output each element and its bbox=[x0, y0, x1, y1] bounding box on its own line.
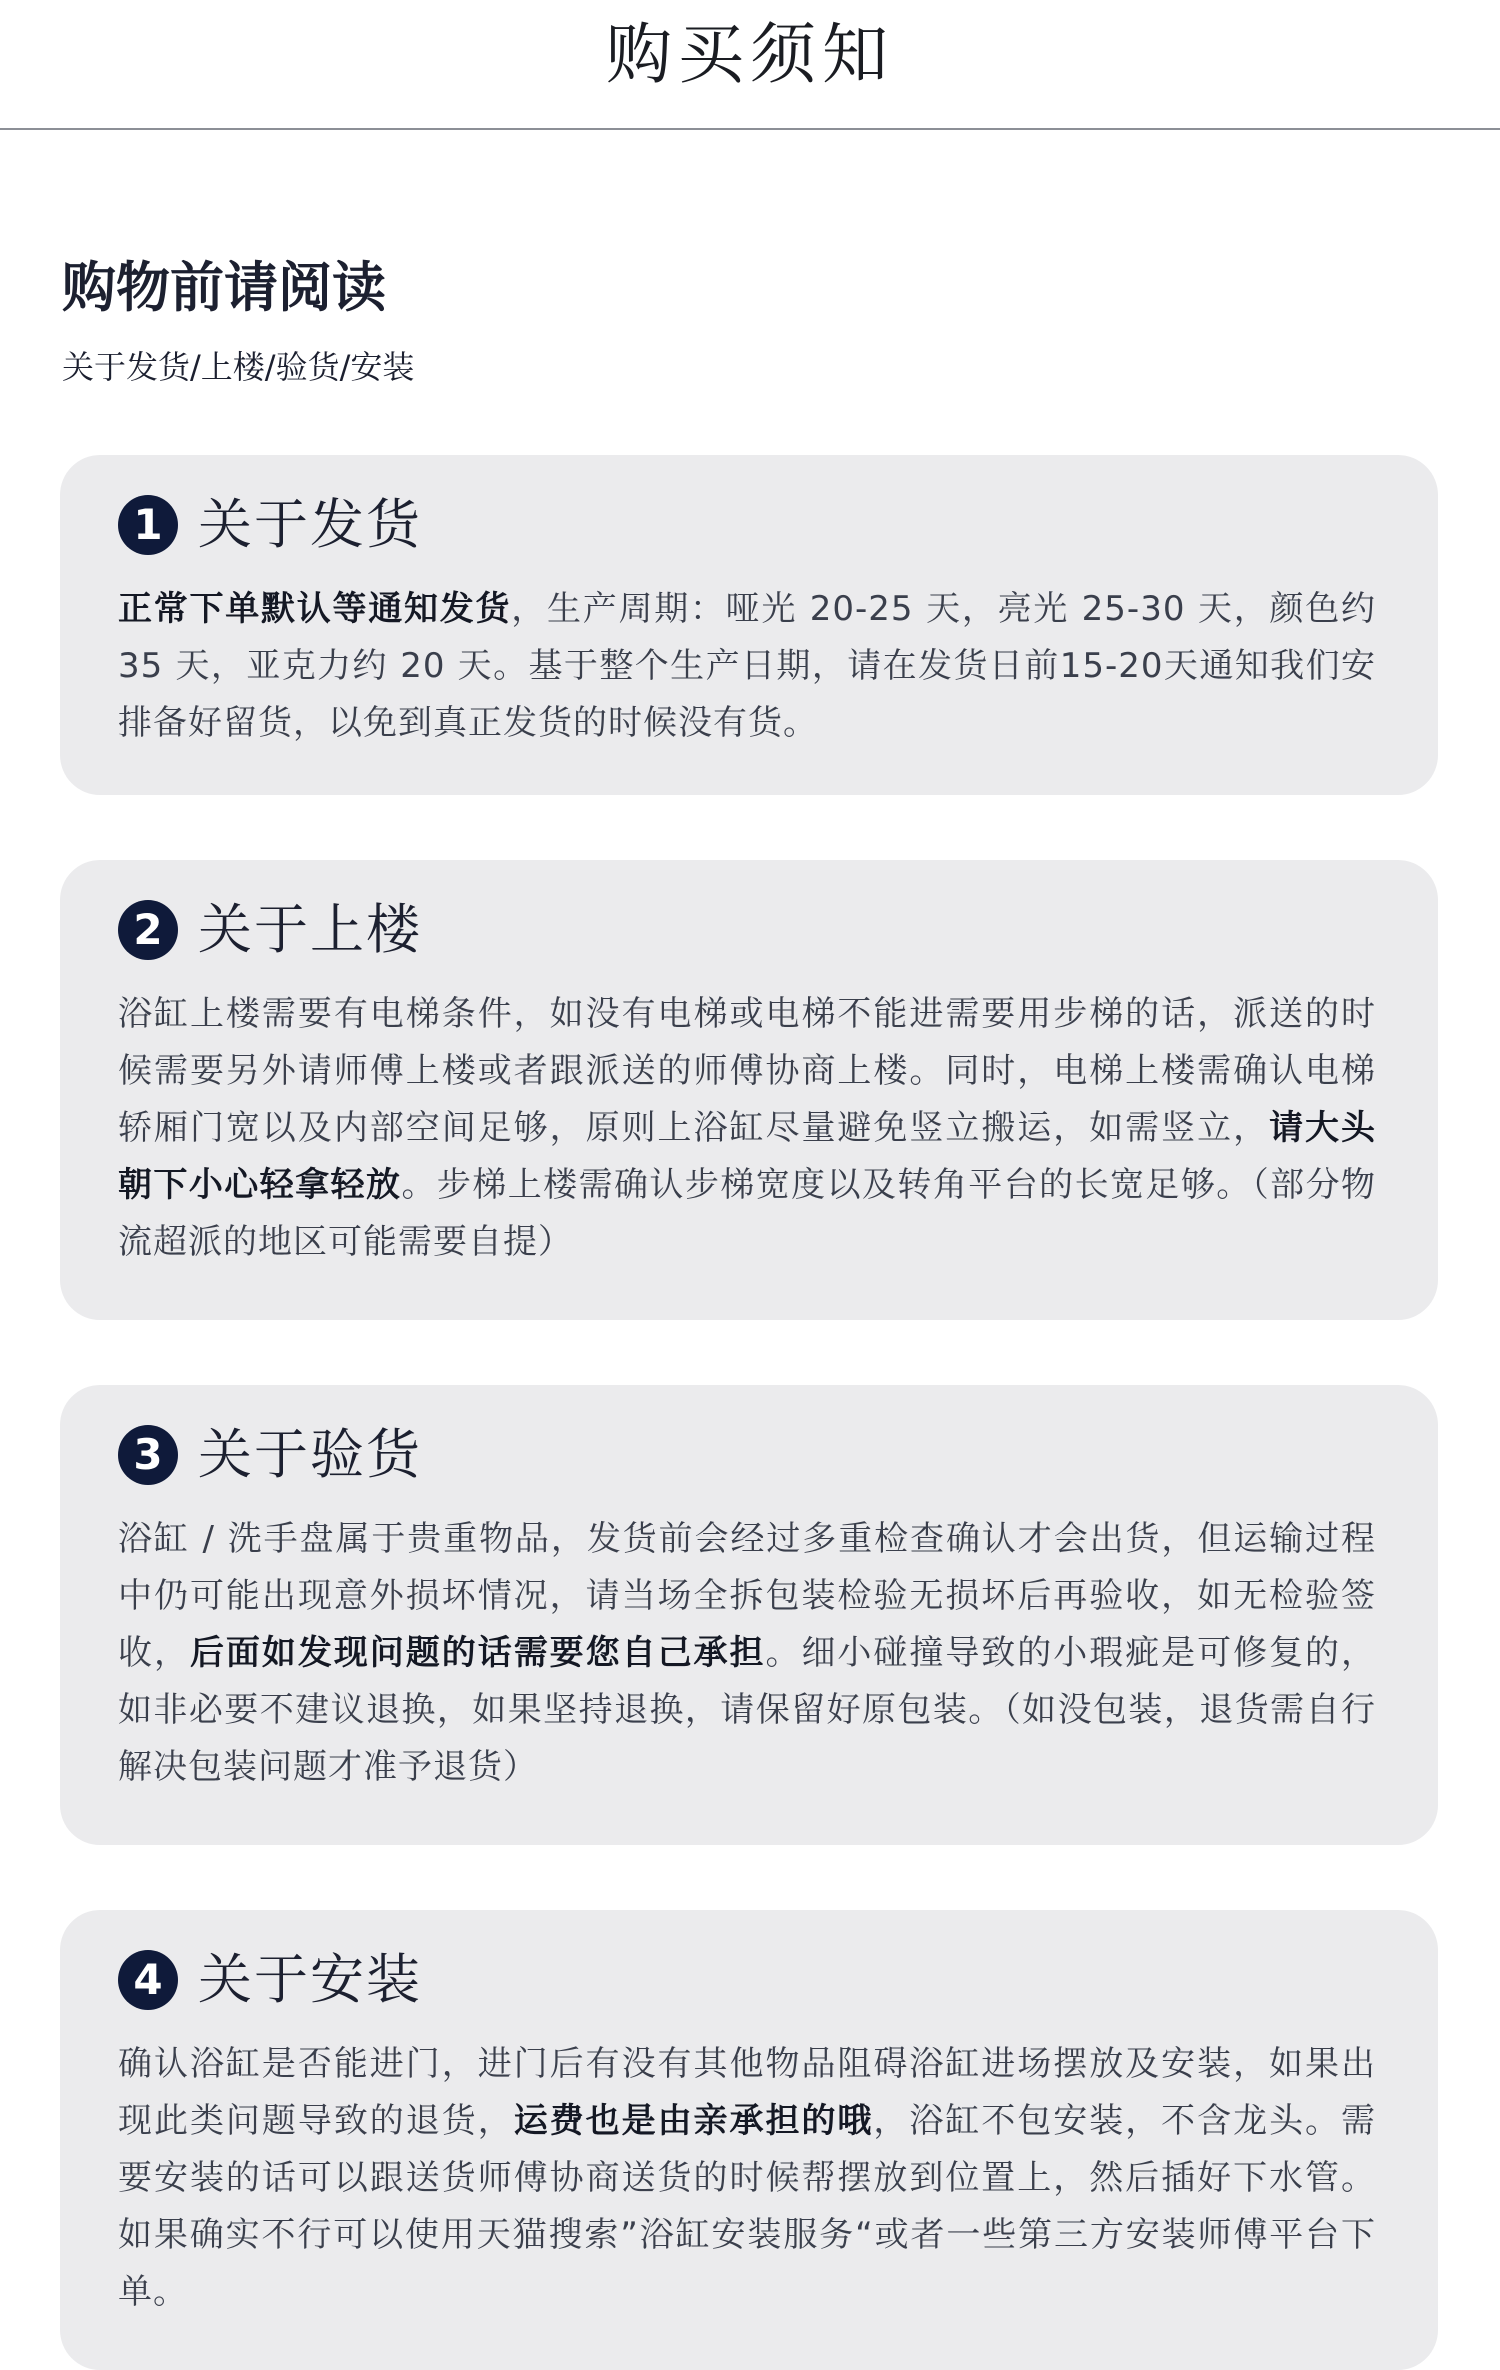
section-body bbox=[118, 2036, 1376, 2321]
emphasis-text: 后面如发现问题的话需要您自己承担 bbox=[189, 1633, 766, 1673]
body-text: 。步梯上楼需确认步梯宽度以及转角平台的长宽足够。（部分物流超派的地区可能需要自提） bbox=[118, 1165, 1377, 1262]
number-4-badge-icon: 4 bbox=[118, 1950, 178, 2010]
installation-section-card bbox=[60, 1910, 1438, 2370]
intro-heading: 购物前请阅读 bbox=[62, 256, 386, 319]
number-3-badge-icon: 3 bbox=[118, 1425, 178, 1485]
section-header bbox=[118, 1405, 1376, 1505]
inspection-section-card bbox=[60, 1385, 1438, 1845]
shipping-section-card bbox=[60, 455, 1438, 795]
body-text: 。细小碰撞导致的小瑕疵是可修复的，如非必要不建议退换，如果坚持退换，请保留好原包装。（如没包装，退货需自行解决包装问题才准予退货） bbox=[118, 1633, 1377, 1787]
emphasis-text: 正常下单默认等通知发货 bbox=[118, 589, 512, 629]
number-2-badge-icon: 2 bbox=[118, 900, 178, 960]
emphasis-text: 请大头朝下小心轻拿轻放 bbox=[118, 1108, 1377, 1205]
section-body bbox=[118, 986, 1376, 1271]
body-text: ，生产周期：哑光 20-25 天，亮光 25-30 天，颜色约 35 天，亚克力约 20 天。基于整个生产日期，请在发货日前15-20天通知我们安排备好留货，以免到真正发货的时候没有货。 bbox=[118, 589, 1377, 743]
body-text: 浴缸上楼需要有电梯条件，如没有电梯或电梯不能进需要用步梯的话，派送的时候需要另外请师傅上楼或者跟派送的师傅协商上楼。同时，电梯上楼需确认电梯轿厢门宽以及内部空间足够，原则上浴缸尽量避免竖立搬运，如需竖立， bbox=[118, 994, 1376, 1148]
section-header bbox=[118, 475, 1376, 575]
section-header bbox=[118, 880, 1376, 980]
number-1-badge-icon: 1 bbox=[118, 495, 178, 555]
intro-subheading: 关于发货/上楼/验货/安装 bbox=[62, 348, 415, 386]
upstairs-section-card bbox=[60, 860, 1438, 1320]
section-body bbox=[118, 1511, 1376, 1796]
section-title: 关于上楼 bbox=[198, 898, 422, 961]
section-title: 关于安装 bbox=[198, 1948, 422, 2011]
body-text: 浴缸 / 洗手盘属于贵重物品，发货前会经过多重检查确认才会出货，但运输过程中仍可能出现意外损坏情况，请当场全拆包装检验无损坏后再验收，如无检验签收， bbox=[118, 1519, 1376, 1673]
section-body bbox=[118, 581, 1376, 752]
section-title: 关于验货 bbox=[198, 1423, 422, 1486]
page-header bbox=[0, 0, 1500, 130]
body-text: ，浴缸不包安装，不含龙头。需要安装的话可以跟送货师傅协商送货的时候帮摆放到位置上，然后插好下水管。如果确实不行可以使用天猫搜索”浴缸安装服务“或者一些第三方安装师傅平台下单。 bbox=[118, 2101, 1377, 2312]
emphasis-text: 运费也是由亲承担的哦 bbox=[513, 2101, 874, 2141]
page-title: 购买须知 bbox=[606, 16, 894, 93]
section-title: 关于发货 bbox=[198, 493, 422, 556]
body-text: 确认浴缸是否能进门，进门后有没有其他物品阻碍浴缸进场摆放及安装，如果出现此类问题导致的退货， bbox=[118, 2044, 1376, 2141]
section-header bbox=[118, 1930, 1376, 2030]
